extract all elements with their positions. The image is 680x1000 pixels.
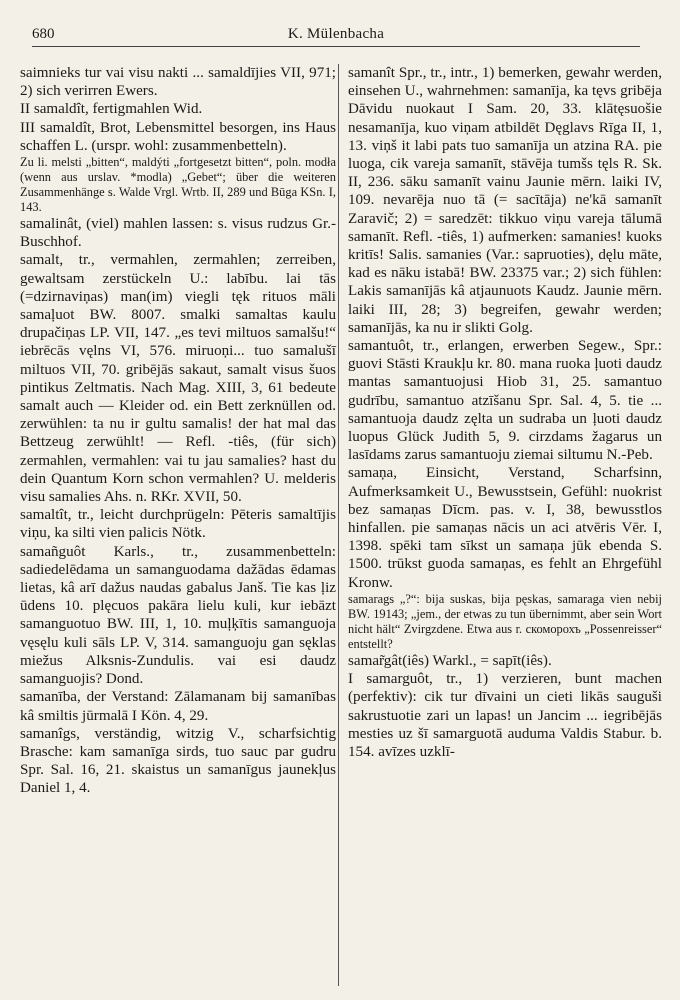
dictionary-entry: I samarguôt, tr., 1) verzieren, bunt machen (perfektiv): cik tur dīvaini un cieti likās sauguši sakrustuotie zari un lapas! un Jancim ... iegribējās mesties uz šī samarguotā auduma Valdis Stabur. b. 154. avīzes uzklī- (348, 671, 662, 760)
dictionary-entry: samaltît, tr., leicht durchprügeln: Pēteris samaltījis viņu, ka silti vien palicis Nötk. (20, 507, 336, 542)
dictionary-entry: samar̃gât(iês) Warkl., = sapīt(iês). (348, 652, 552, 669)
dictionary-entry: samalinât, (viel) mahlen lassen: s. visus rudzus Gr.-Buschhof. (20, 216, 336, 251)
dictionary-entry: samanība, der Verstand: Zālamanam bij samanības kâ smiltis jūrmalā I Kön. 4, 29. (20, 689, 336, 724)
dictionary-entry: samanîgs, verständig, witzig V., scharfsichtig Brasche: kam samanīga sirds, tuo sauc par gudru Spr. Sal. 16, 21. skaistus un samanīgus jaunekļus Daniel 1, 4. (20, 725, 336, 797)
page-number: 680 (32, 26, 55, 42)
running-title: K. Mülenbacha (287, 26, 385, 42)
etymology-note: Zu li. melsti „bitten“, maldýti „fortgesetzt bitten“, poln. modła (wenn aus urslav. *modla) „Gebet“; über die weiteren Zusammenhänge s. Walde Vrgl. Wrtb. II, 289 und Būga KSn. I, 143. (20, 155, 336, 215)
dictionary-entry: III samaldît, Brot, Lebensmittel besorgen, ins Haus schaffen L. (urspr. wohl: zusammenbetteln). (20, 119, 336, 154)
right-column (348, 64, 662, 761)
dictionary-entry: samañguôt Karls., tr., zusammenbetteln: sadiedelēdama un samanguodama dažādas ēdamas lietas, kâ arī dažus naudas gabalus Janš. Tie kas ļiz ūdens 10. plęcuos pakāra lielu kuli, kur iebāzt samanguotuo BW. III, 1, 10. muļķītis samanguoja vęsęlu kuli sāls LP. V, 314. samanguoju gan sęklas miežus Alksnis-Zundulis. vai esi daudz samanguojis? Dond. (20, 543, 336, 688)
dictionary-entry: samantuôt, tr., erlangen, erwerben Segew., Spr.: guovi Stāsti Kraukļu kr. 80. mana ruoka ļuoti daudz mantas samantuojusi Hiob 31, 25. samantuo gudrību, samantuo atzīšanu Spr. Sal. 4, 5. tie ... samantuoja daudz zęlta un sudraba un ļuoti daudz luopus Glück Judith 5, 9. cirzdams žagarus un lasīdams zarus samantuoju ziemai siltumu N.-Peb. (348, 338, 662, 464)
left-column (20, 64, 336, 798)
page-header (32, 24, 640, 47)
dictionary-entry: samalt, tr., vermahlen, zermahlen; zerreiben, gewaltsam zerstückeln U.: labību. lai tās (=dzirnaviņas) man(im) viegli tęk rituos māli samaļuot BW. 8007. smalki samaltas kaulu drupačiņas LP. VII, 147. „es tevi miltuos samalšu!“ iebrēcās vęlns VI, 576. miruoņi... tuo samalušī miltuos VII, 70. gribējās sakaut, samalt visus šuos pintikus Zeltmatis. Nach Mag. XIII, 3, 61 bedeute samalt auch — Kleider od. ein Bett zerknüllen od. zerwühlen: ta nu ir gultu samalis! der hat mal das Bettzeug zerwühlt! — Refl. -tiês, (für sich) zermahlen, vermahlen: vai tu jau samalies? hast du dein Quantum Korn schon vermahlen? U. melderis visu samalies Ahs. n. RKr. XVII, 50. (20, 252, 336, 506)
etymology-note: samarags „?“: bija suskas, bija pęskas, samaraga vien nebij BW. 19143; „jem., der etwas zu tun übernimmt, aber sein Wort nicht hält“ Zvirgzdene. Etwa aus r. скоморохъ „Possenreisser“ entstellt? (348, 591, 662, 651)
dictionary-entry: saimnieks tur vai visu nakti ... samaldījies VII, 971; 2) sich verirren Ewers. (20, 65, 336, 100)
dictionary-entry: samanît Spr., tr., intr., 1) bemerken, gewahr werden, einsehen U., wahrnehmen: samanīja, ka tęvs gribēja Dāvidu nuokaut I Sam. 20, 33. klātęsuošie nesamanīja, kuo viņam atbildēt Dęglavs Rīga II, 1, 13. viņš it labi pats tuo samanīja un atzina RA. pie luoga, cik vareja samanīt, stāvēja tumšs tęls R. Sk. II, 236. sāku samanīt vainu Jaunie mērn. laiki IV, 109. nevarēja nuo tā (= sacītāja) ne'kā samanīt Zaravič; 2) = saredzēt: tikkuo viņu vareja tālumā samanīt. Refl. -tiês, 1) aufmerken: samanies! kuoks kritīs! Salis. samanies (Var.: sapruoties), dęlu māte, kad es nāku istabā! BW. 23375 var.; 2) sich fühlen: Lakis samanījās kâ atjaunuots Kaudz. Jaunie mērn. laiki III, 28; 3) begreifen, gewahr werden; samanījās, ka nu ir slikti Golg. (348, 65, 662, 336)
dictionary-entry: samaņa, Einsicht, Verstand, Scharfsinn, Aufmerksamkeit U., Bewusstsein, Gefühl: nuokrist bez samaņas Dīcm. pas. v. I, 38, bewusstlos hinfallen. pie samaņas nācis un aci atvēris Vēr. I, 1398. spēki tam sīkst un samaņa jūk ebenda S. 1500. trūkst guoda samaņas, es fehlt an Ehrgefühl Kronw. (348, 465, 662, 591)
column-divider (338, 64, 339, 986)
dictionary-entry: II samaldît, fertigmahlen Wid. (20, 101, 203, 118)
